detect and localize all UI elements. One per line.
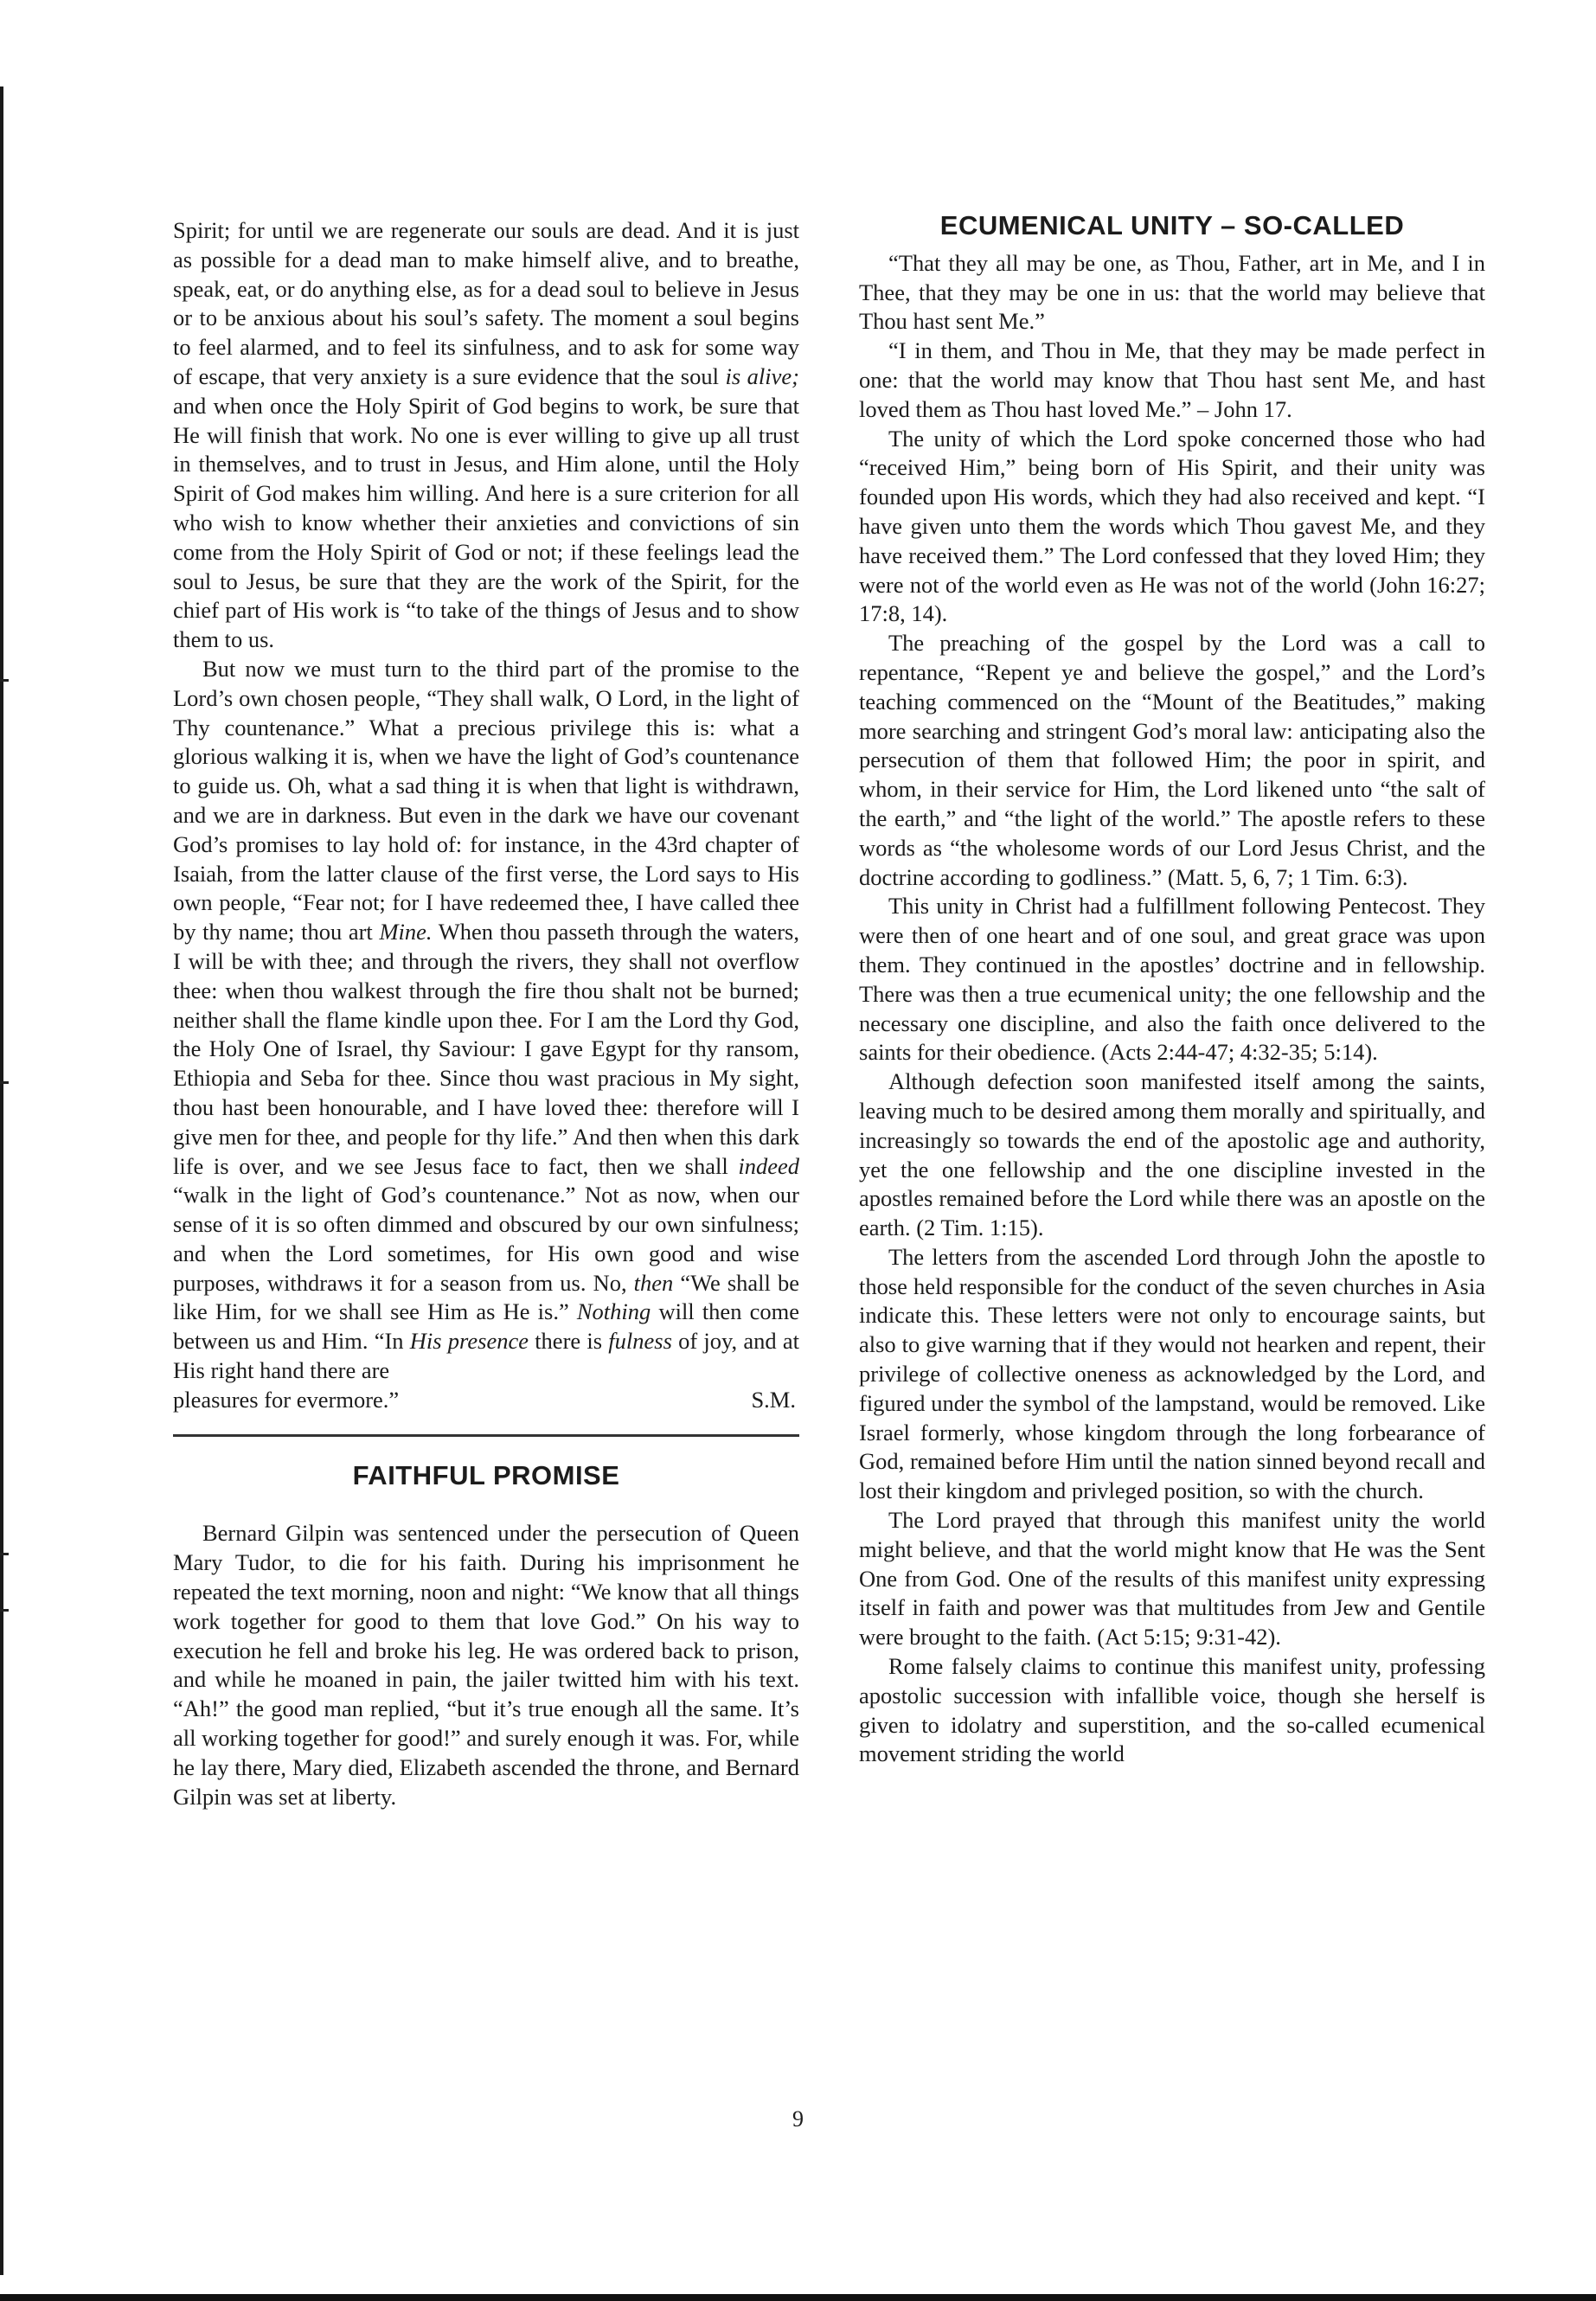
- section-divider: [173, 1434, 799, 1437]
- ecumenical-unity-heading: ECUMENICAL UNITY – SO-CALLED: [939, 210, 1405, 240]
- page-number: 9: [792, 2106, 804, 2131]
- right-paragraph-3: The unity of which the Lord spoke concerned those who had “received Him,” being born of His Spirit, and their unity was founded upon His words, which they had also received and kept. “I have given unto them the words which Thou gavest Me, and they have received them.” The Lord confessed that they loved Him; they were not of the world even as He was not of the world (John 16:27; 17:8, 14).: [859, 425, 1485, 627]
- right-paragraph-9: Rome falsely claims to continue this manifest unity, professing apostolic succession with infallible voice, though she herself is given to idolatry and superstition, and the so-called ecumenical movement striding the world: [859, 1653, 1485, 1767]
- right-paragraph-1: “That they all may be one, as Thou, Father, art in Me, and I in Thee, that they may be one in us: that the world may believe that Thou hast sent Me.”: [859, 249, 1485, 335]
- left-paragraph-3: Bernard Gilpin was sentenced under the persecution of Queen Mary Tudor, to die for his faith. During his imprisonment he repeated the text morning, noon and night: “We know that all things work together for good to them that love God.” On his way to execution he fell and broke his leg. He was ordered back to prison, and while he moaned in pain, the jailer twitted him with his text. “Ah!” the good man replied, “but it’s true enough all the same. It’s all working together for good!” and surely enough it was. For, while he lay there, Mary died, Elizabeth ascended the throne, and Bernard Gilpin was set at liberty.: [173, 1520, 799, 1810]
- scan-mark: [0, 1609, 9, 1612]
- scan-mark: [0, 679, 9, 682]
- scan-mark: [0, 1553, 9, 1555]
- right-paragraph-2: “I in them, and Thou in Me, that they may be made perfect in one: that the world may know that Thou hast sent Me, and hast loved them as Thou hast loved Me.” – John 17.: [859, 337, 1485, 422]
- left-column: [173, 216, 799, 1811]
- signature-line: pleasures for evermore.” S.M.: [173, 1386, 799, 1415]
- scan-mark: [0, 1081, 9, 1084]
- author-signature: S.M.: [751, 1386, 796, 1413]
- right-column: [859, 210, 1485, 1769]
- scan-edge-bottom: [0, 2294, 1596, 2301]
- faithful-promise-heading: FAITHFUL PROMISE: [352, 1459, 620, 1490]
- right-paragraph-7: The letters from the ascended Lord through John the apostle to those held responsible for the conduct of the seven churches in Asia indicate this. These letters were not only to encourage saints, but also to give warning that if they would not hearken and repent, their privilege of collective oneness as acknowledged by the Lord, and figured under the symbol of the lampstand, would be removed. Like Israel formerly, whose kingdom through the long forbearance of God, remained before Him until the nation sinned beyond recall and lost their kingdom and privleged position, so with the church.: [859, 1243, 1485, 1504]
- left-paragraph-2: But now we must turn to the third part of the promise to the Lord’s own chosen people, “They shall walk, O Lord, in the light of Thy countenance.” What a precious privilege this is: what a glorious walking it is, when we have the light of God’s countenance to guide us. Oh, what a sad thing it is when that light is withdrawn, and we are in darkness. But even in the dark we have our covenant God’s promises to lay hold of: for instance, in the 43rd chapter of Isaiah, from the latter clause of the first verse, the Lord says to His own people, “Fear not; for I have redeemed thee, I have called thee by thy name; thou art Mine. When thou passeth through the waters, I will be with thee; and through the rivers, they shall not overflow thee: when thou walkest through the fire thou shalt not be burned; neither shall the flame kindle upon thee. For I am the Lord thy God, the Holy One of Israel, thy Saviour: I gave Egypt for thy ransom, Ethiopia and Seba for thee. Since thou wast pracious in My sight, thou hast been honourable, and I have loved thee: therefore will I give men for thee, and people for thy life.” And then when this dark life is over, and we see Jesus face to fact, then we shall indeed “walk in the light of God’s countenance.” Not as now, when our sense of it is so often dimmed and obscured by our own sinfulness; and when the Lord sometimes, for His own good and wise purposes, withdraws it for a season from us. No, then “We shall be like Him, for we shall see Him as He is.” Nothing will then come between us and Him. “In His presence there is fulness of joy, and at His right hand there are: [173, 655, 799, 1384]
- scan-edge-left: [0, 87, 3, 2275]
- right-paragraph-4: The preaching of the gospel by the Lord was a call to repentance, “Repent ye and believe the gospel,” and the Lord’s teaching commenced on the “Mount of the Beatitudes,” making more searching and stringent God’s moral law: anticipating also the persecution of them that followed Him; the poor in spirit, and whom, in their service for Him, the Lord likened unto “the salt of the earth,” and “the light of the world.” The apostle refers to these words as “the wholesome words of our Lord Jesus Christ, and the doctrine according to godliness.” (Matt. 5, 6, 7; 1 Tim. 6:3).: [859, 630, 1485, 890]
- right-paragraph-6: Although defection soon manifested itself among the saints, leaving much to be desired among them morally and spiritually, and increasingly so towards the end of the apostolic age and authority, yet the one fellowship and the one discipline invested in the apostles remained before the Lord while there was an apostle on the earth. (2 Tim. 1:15).: [859, 1068, 1485, 1241]
- right-paragraph-5: This unity in Christ had a fulfillment following Pentecost. They were then of one heart and of one soul, and great grace was upon them. They continued in the apostles’ doctrine and in fellowship. There was then a true ecumenical unity; the one fellowship and the necessary one discipline, and also the faith once delivered to the saints for their obedience. (Acts 2:44-47; 4:32-35; 5:14).: [859, 893, 1485, 1066]
- left-paragraph-1: Spirit; for until we are regenerate our souls are dead. And it is just as possible for a dead man to make himself alive, and to breathe, speak, eat, or do anything else, as for a dead soul to believe in Jesus or to be anxious about his soul’s safety. The moment a soul begins to feel alarmed, and to feel its sinfulness, and to ask for some way of escape, that very anxiety is a sure evidence that the soul is alive; and when once the Holy Spirit of God begins to work, be sure that He will finish that work. No one is ever willing to give up all trust in themselves, and to trust in Jesus, and Him alone, until the Holy Spirit of God makes him willing. And here is a sure criterion for all who wish to know whether their anxieties and convictions of sin come from the Holy Spirit of God or not; if these feelings lead the soul to Jesus, be sure that they are the work of the Spirit, for the chief part of His work is “to take of the things of Jesus and to show them to us.: [173, 217, 800, 653]
- right-paragraph-8: The Lord prayed that through this manifest unity the world might believe, and that the world might know that He was the Sent One from God. One of the results of this manifest unity expressing itself in faith and power was that multitudes from Jew and Gentile were brought to the faith. (Act 5:15; 9:31-42).: [859, 1507, 1485, 1650]
